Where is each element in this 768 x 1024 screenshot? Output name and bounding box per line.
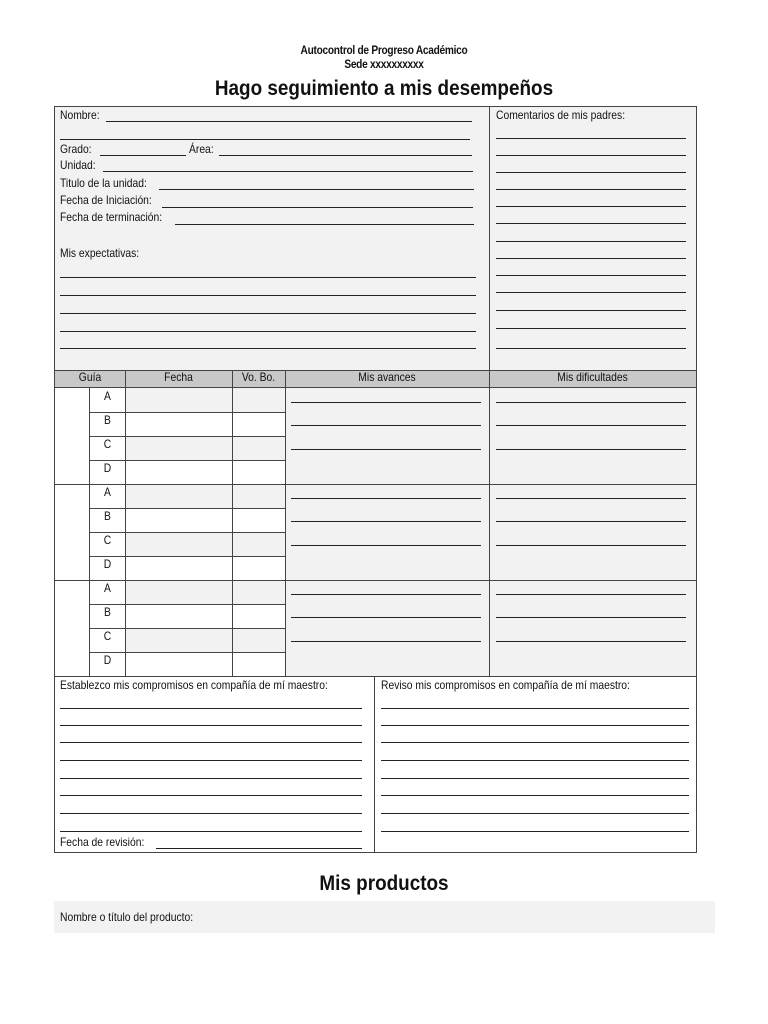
header-fecha: Fecha [164,370,193,384]
dificultades-line[interactable] [496,425,686,426]
col-divider [285,370,286,677]
nombre-field[interactable] [106,121,472,122]
sub-label: D [103,557,112,571]
comentarios-line[interactable] [496,241,686,242]
avances-line[interactable] [291,521,481,522]
review-line[interactable] [381,778,689,779]
comentarios-line[interactable] [496,310,686,311]
page-title: Hago seguimiento a mis desempeños [214,77,554,100]
fecha-cell[interactable] [126,653,232,676]
expectativas-line[interactable] [60,348,476,349]
unidad-field[interactable] [103,171,473,172]
titulo-unidad-field[interactable] [159,189,474,190]
col-divider [232,388,233,677]
comentarios-line[interactable] [496,328,686,329]
expectativas-line[interactable] [60,331,476,332]
product-name-label: Nombre o título del producto: [60,910,194,924]
comentarios-line[interactable] [496,206,686,207]
commitments-divider [374,676,375,853]
commitment-line[interactable] [60,831,362,832]
fecha-cell[interactable] [126,557,232,580]
vobo-cell[interactable] [233,653,285,676]
avances-dificultades-bg [286,388,696,676]
dificultades-line[interactable] [496,594,686,595]
avances-line[interactable] [291,498,481,499]
expectativas-line[interactable] [60,295,476,296]
avances-line[interactable] [291,402,481,403]
comentarios-line[interactable] [496,138,686,139]
review-line[interactable] [381,831,689,832]
commitment-line[interactable] [60,795,362,796]
commitment-line[interactable] [60,813,362,814]
commitment-line[interactable] [60,742,362,743]
dificultades-line[interactable] [496,498,686,499]
sub-label: A [104,485,111,499]
group-divider [54,484,697,485]
sub-label: B [104,509,111,523]
review-date-field[interactable] [156,848,362,849]
sub-label: B [104,605,111,619]
avances-line[interactable] [291,641,481,642]
dificultades-line[interactable] [496,402,686,403]
sub-label: C [103,629,112,643]
products-title: Mis productos [319,872,449,895]
fecha-fin-label: Fecha de terminación: [60,210,163,224]
commitments-right-label: Reviso mis compromisos en compañía de mí maestro: [381,678,630,692]
fecha-inicio-label: Fecha de Iniciación: [60,193,152,207]
sub-label: D [103,461,112,475]
info-divider [489,106,490,371]
header-line2: Sede xxxxxxxxxx [344,59,424,71]
comentarios-line[interactable] [496,348,686,349]
avances-line[interactable] [291,594,481,595]
avances-line[interactable] [291,545,481,546]
review-line[interactable] [381,725,689,726]
vobo-cell[interactable] [233,557,285,580]
header-avances: Mis avances [358,370,416,384]
review-line[interactable] [381,813,689,814]
nombre-label: Nombre: [60,108,100,122]
fecha-fin-field[interactable] [175,224,474,225]
avances-line[interactable] [291,617,481,618]
sub-label: B [104,413,111,427]
grado-field[interactable] [100,155,186,156]
dificultades-line[interactable] [496,449,686,450]
comentarios-line[interactable] [496,155,686,156]
comentarios-label: Comentarios de mis padres: [496,108,626,122]
expectativas-label: Mis expectativas: [60,246,140,260]
expectativas-line[interactable] [60,313,476,314]
fecha-cell[interactable] [126,509,232,532]
review-line[interactable] [381,795,689,796]
commitments-section [54,676,697,853]
fecha-cell[interactable] [126,461,232,484]
fecha-cell[interactable] [126,413,232,436]
sub-label: C [103,437,112,451]
comentarios-line[interactable] [496,223,686,224]
avances-line[interactable] [291,449,481,450]
review-line[interactable] [381,760,689,761]
commitment-line[interactable] [60,778,362,779]
commitment-line[interactable] [60,725,362,726]
comentarios-line[interactable] [496,258,686,259]
area-label: Área: [189,142,214,156]
titulo-unidad-label: Titulo de la unidad: [60,176,147,190]
review-line[interactable] [381,742,689,743]
header-dificultades: Mis dificultades [557,370,628,384]
commitment-line[interactable] [60,760,362,761]
nombre-field-line2[interactable] [60,139,470,140]
sub-label: A [104,389,111,403]
dificultades-line[interactable] [496,521,686,522]
vobo-cell[interactable] [233,461,285,484]
fecha-inicio-field[interactable] [162,207,473,208]
dificultades-line[interactable] [496,545,686,546]
commitments-left-label: Establezco mis compromisos en compañía de mí maestro: [60,678,328,692]
sub-label: D [103,653,112,667]
dificultades-line[interactable] [496,641,686,642]
comentarios-line[interactable] [496,172,686,173]
fecha-cell[interactable] [126,605,232,628]
header-guia: Guía [78,370,102,384]
col-divider [489,370,490,677]
sub-label: C [103,533,112,547]
vobo-cell[interactable] [233,605,285,628]
comentarios-line[interactable] [496,189,686,190]
vobo-cell[interactable] [233,413,285,436]
header-vobo: Vo. Bo. [241,370,276,384]
grado-label: Grado: [60,142,92,156]
review-line[interactable] [381,708,689,709]
review-date-label: Fecha de revisión: [60,835,145,849]
avances-line[interactable] [291,425,481,426]
commitment-line[interactable] [60,708,362,709]
comentarios-line[interactable] [496,275,686,276]
group-divider [54,580,697,581]
expectativas-line[interactable] [60,277,476,278]
header-line1: Autocontrol de Progreso Académico [300,45,468,57]
area-field[interactable] [219,155,472,156]
unidad-label: Unidad: [60,158,96,172]
dificultades-line[interactable] [496,617,686,618]
vobo-cell[interactable] [233,509,285,532]
sub-label: A [104,581,111,595]
comentarios-line[interactable] [496,292,686,293]
